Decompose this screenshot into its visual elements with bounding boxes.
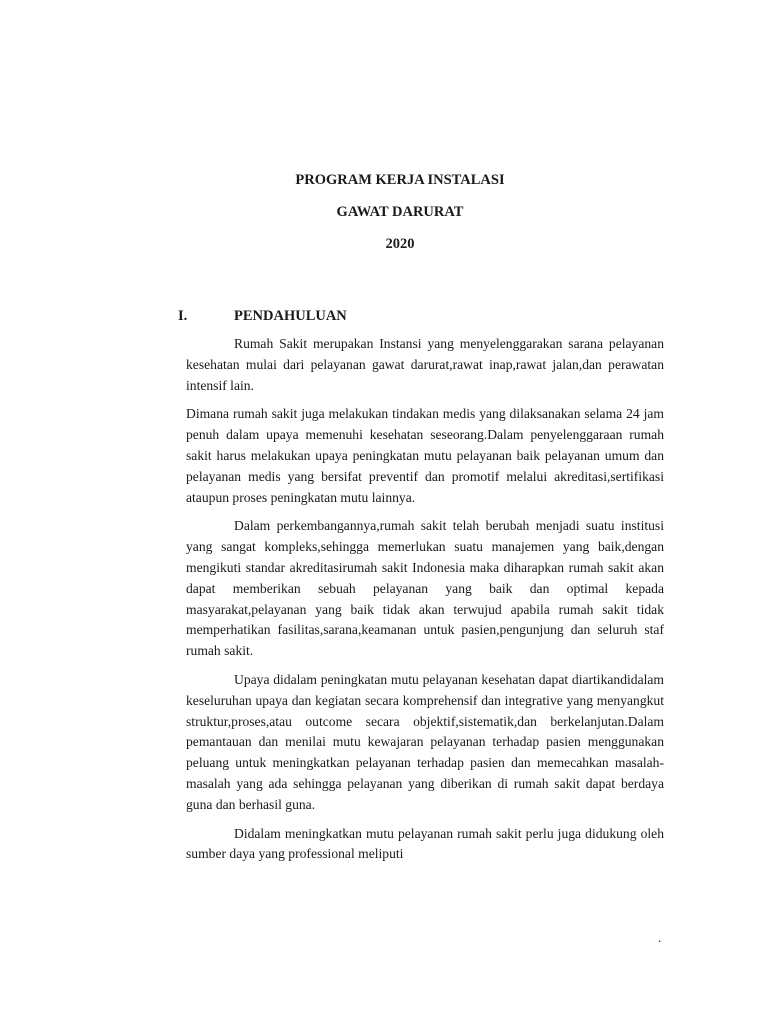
- paragraph-3: Dalam perkembangannya,rumah sakit telah berubah menjadi suatu institusi yang sangat kompleks,sehingga memerlukan suatu manajemen yang baik,dengan mengikuti standar akreditasirumah sakit Indonesia maka diharapkan rumah sakit akan dapat memberikan sebuah pelayanan yang baik dan optimal kepada masyarakat,pelayanan yang baik tidak akan terwujud apabila rumah sakit tidak memperhatikan fasilitas,sarana,keamanan untuk pasien,pengunjung dan seluruh staf rumah sakit.: [186, 518, 664, 659]
- document-body: [186, 334, 664, 873]
- section-number: I.: [178, 308, 188, 324]
- title-line-1: PROGRAM KERJA INSTALASI: [295, 172, 505, 188]
- footer-mark: .: [658, 930, 662, 945]
- section-heading: [178, 308, 678, 325]
- paragraph-5: Didalam meningkatkan mutu pelayanan rumah sakit perlu juga didukung oleh sumber daya yang professional meliputi: [186, 825, 664, 862]
- paragraph-4: Upaya didalam peningkatan mutu pelayanan kesehatan dapat diartikandidalam keseluruhan upaya dan kegiatan secara komprehensif dan integrative yang menyangkut struktur,proses,atau outcome secara objektif,sistematik,dan berkelanjutan.Dalam pemantauan dan menilai mutu kewajaran pelayanan terhadap pasien menggunakan peluang untuk meningkatkan pelayanan terhadap pasien dan memecahkan masalah-masalah yang ada sehingga pelayanan yang diberikan di rumah sakit dapat berdaya guna dan berhasil guna.: [186, 671, 664, 812]
- paragraph-2: Dimana rumah sakit juga melakukan tindakan medis yang dilaksanakan selama 24 jam penuh dalam upaya memenuhi kesehatan seseorang.Dalam penyelenggaraan rumah sakit harus melakukan upaya peningkatan mutu pelayanan baik pelayanan umum dan pelayanan medis yang bersifat preventif dan promotif melalui akreditasi,sertifikasi ataupun proses peningkatan mutu lainnya.: [186, 406, 664, 505]
- title-line-2: GAWAT DARURAT: [336, 204, 464, 220]
- title-line-3: 2020: [385, 236, 415, 252]
- section-title: PENDAHULUAN: [234, 308, 347, 324]
- paragraph-1: Rumah Sakit merupakan Instansi yang menyelenggarakan sarana pelayanan kesehatan mulai dari pelayanan gawat darurat,rawat inap,rawat jalan,dan perawatan intensif lain.: [186, 336, 664, 393]
- document-title: [0, 164, 768, 260]
